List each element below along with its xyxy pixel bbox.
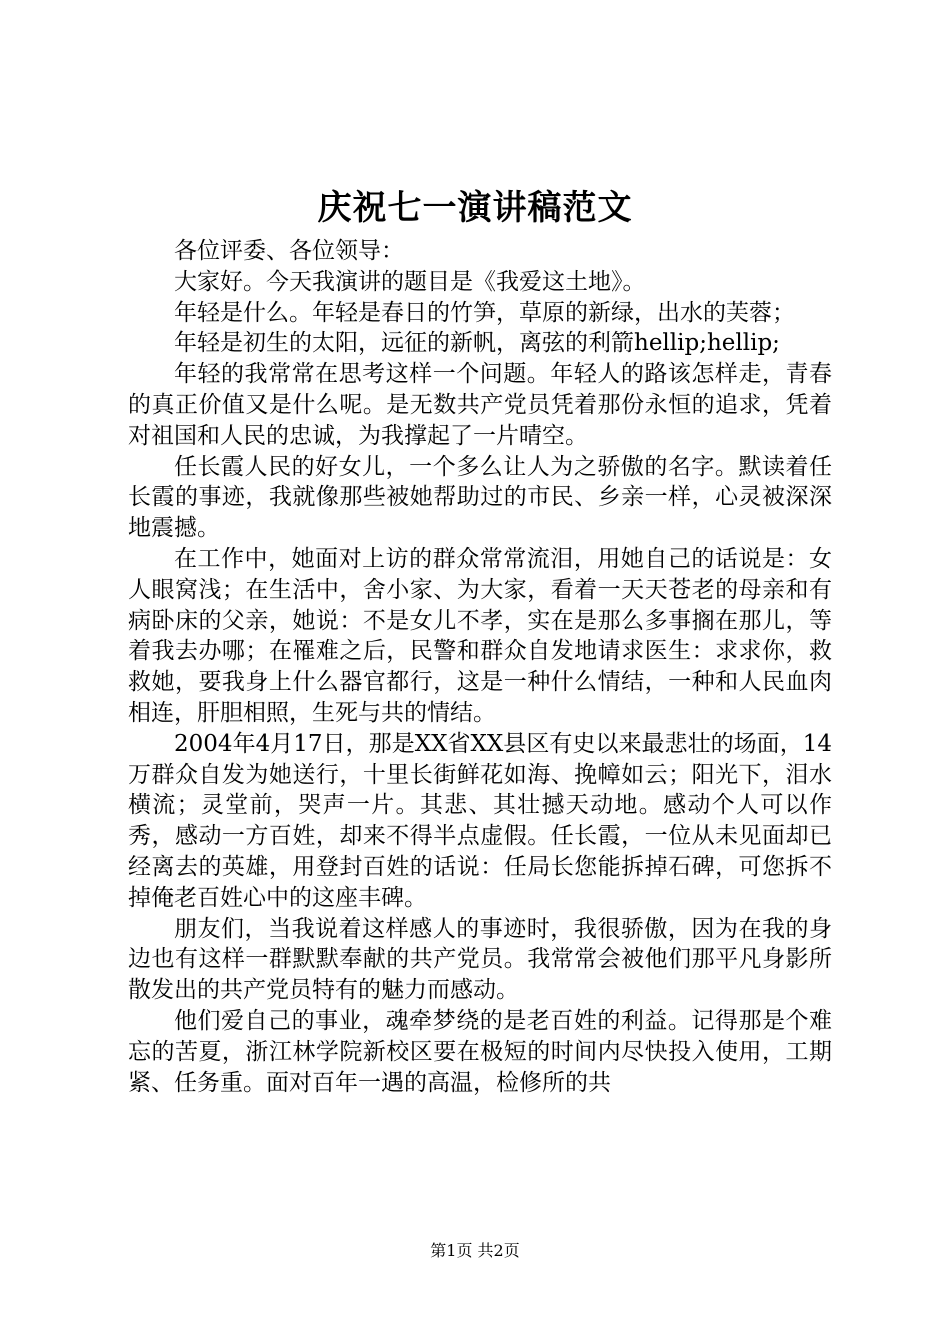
paragraph: 2004年4月17日，那是XX省XX县区有史以来最悲壮的场面，14万群众自发为她送行，十里长街鲜花如海、挽幛如云；阳光下，泪水横流；灵堂前，哭声一片。其悲、其壮撼天动地。感动个人可以作秀，感动一方百姓，却来不得半点虚假。任长霞，一位从未见面却已经离去的英雄，用登封百姓的话说：任局长您能拆掉石碑，可您拆不掉俺老百姓心中的这座丰碑。: [128, 730, 832, 911]
page-number-footer: 第1页 共2页: [430, 1241, 520, 1260]
document-title: 庆祝七一演讲稿范文: [317, 188, 633, 228]
paragraph: 年轻是什么。年轻是春日的竹笋，草原的新绿，出水的芙蓉；: [174, 299, 795, 326]
paragraph: 大家好。今天我演讲的题目是《我爱这土地》。: [174, 268, 646, 295]
paragraph: 朋友们，当我说着这样感人的事迹时，我很骄傲，因为在我的身边也有这样一群默默奉献的共产党员。我常常会被他们那平凡身影所散发出的共产党员特有的魅力而感动。: [128, 915, 832, 1004]
paragraph: 他们爱自己的事业，魂牵梦绕的是老百姓的利益。记得那是个难忘的苦夏，浙江林学院新校区要在极短的时间内尽快投入使用，工期紧、任务重。面对百年一遇的高温，检修所的共: [128, 1007, 832, 1096]
paragraph: 在工作中，她面对上访的群众常常流泪，用她自己的话说是：女人眼窝浅；在生活中，舍小家、为大家，看着一天天苍老的母亲和有病卧床的父亲，她说：不是女儿不孝，实在是那么多事搁在那儿，等着我去办哪；在罹难之后，民警和群众自发地请求医生：求求你，救救她，要我身上什么器官都行，这是一种什么情结，一种和人民血肉相连，肝胆相照，生死与共的情结。: [128, 545, 832, 726]
paragraph: 各位评委、各位领导：: [174, 238, 404, 264]
document-body: [128, 236, 832, 1098]
paragraph: 年轻的我常常在思考这样一个问题。年轻人的路该怎样走，青春的真正价值又是什么呢。是无数共产党员凭着那份永恒的追求，凭着对祖国和人民的忠诚，为我撑起了一片晴空。: [128, 361, 832, 449]
paragraph: 任长霞人民的好女儿，一个多么让人为之骄傲的名字。默读着任长霞的事迹，我就像那些被她帮助过的市民、乡亲一样，心灵被深深地震撼。: [128, 453, 832, 542]
paragraph: 年轻是初生的太阳，远征的新帆，离弦的利箭hellip;hellip;: [174, 330, 780, 357]
